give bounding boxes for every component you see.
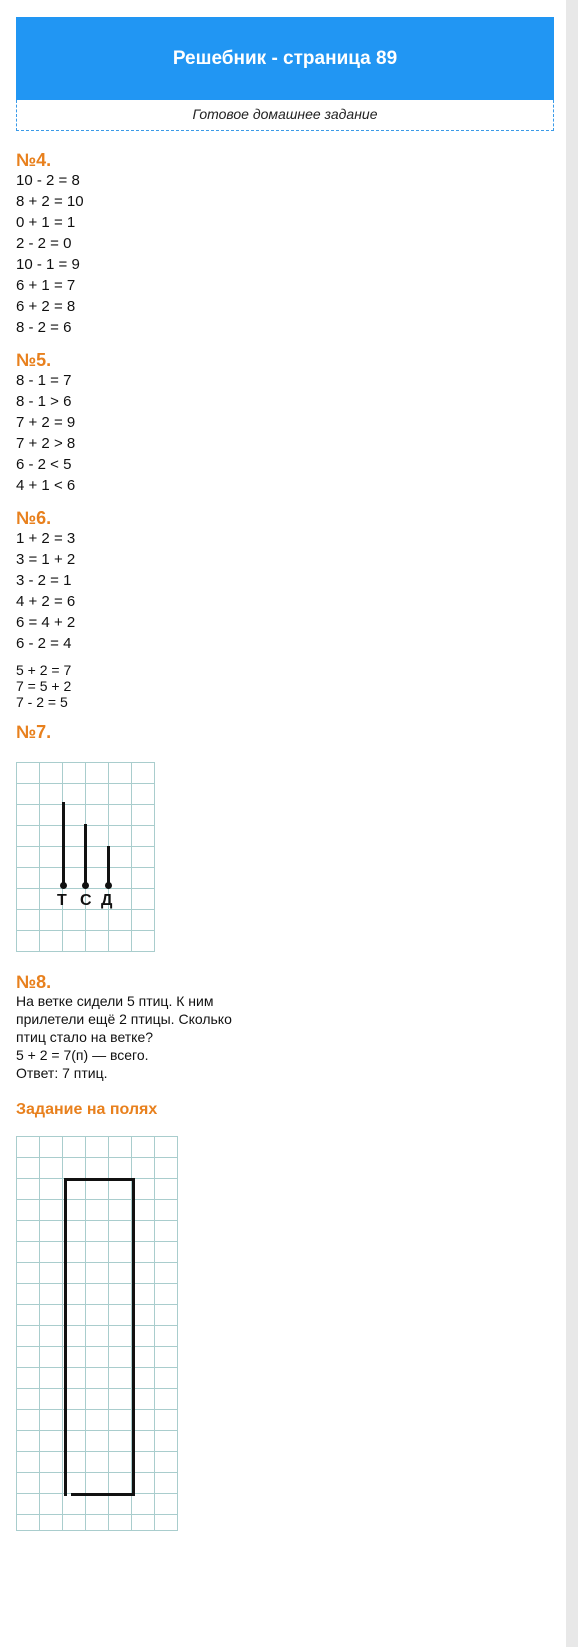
task-4-line: 0 + 1 = 1	[16, 214, 76, 231]
task-4-line: 10 - 2 = 8	[16, 172, 80, 189]
task-4-line: 2 - 2 = 0	[16, 235, 72, 252]
margin-task-grid	[16, 1136, 536, 1531]
task-4-title: №4.	[16, 150, 52, 170]
task-8	[16, 972, 536, 1082]
rectangle-top-side	[64, 1178, 134, 1181]
rectangle-right-side	[132, 1178, 135, 1496]
task-7-grid	[16, 762, 536, 952]
task-8-problem-line: птиц стало на ветке?	[16, 1029, 154, 1045]
task-4	[16, 150, 536, 338]
task-6-line: 3 = 1 + 2	[16, 551, 76, 568]
point-s	[82, 882, 89, 889]
task-5	[16, 350, 536, 496]
task-6-line: 3 - 2 = 1	[16, 572, 72, 589]
page-header	[16, 17, 554, 100]
task-8-answer: Ответ: 7 птиц.	[16, 1065, 108, 1081]
task-6	[16, 508, 536, 710]
task-8-problem-line: прилетели ещё 2 птицы. Сколько	[16, 1011, 232, 1027]
segment-t	[62, 802, 65, 886]
margin-task	[16, 1100, 536, 1531]
task-8-problem-line: На ветке сидели 5 птиц. К ним	[16, 993, 214, 1009]
task-6-title: №6.	[16, 508, 52, 528]
label-d: Д	[101, 892, 113, 909]
margin-task-title: Задание на полях	[16, 1101, 158, 1118]
task-4-line: 8 - 2 = 6	[16, 319, 72, 336]
task-4-line: 6 + 1 = 7	[16, 277, 76, 294]
point-d	[105, 882, 112, 889]
task-8-solution: 5 + 2 = 7(п) — всего.	[16, 1047, 149, 1063]
task-6-line: 6 - 2 = 4	[16, 635, 72, 652]
point-t	[60, 882, 67, 889]
scrollbar-track[interactable]	[566, 0, 578, 1647]
task-6-line: 6 = 4 + 2	[16, 614, 76, 631]
task-7-title: №7.	[16, 722, 52, 742]
task-6-line: 1 + 2 = 3	[16, 530, 76, 547]
page-title: Решебник - страница 89	[172, 48, 398, 69]
label-s: С	[80, 892, 92, 909]
task-7	[16, 722, 536, 952]
task-5-title: №5.	[16, 350, 52, 370]
task-5-line: 6 - 2 < 5	[16, 456, 72, 473]
page-subtitle: Готовое домашнее задание	[16, 100, 554, 131]
task-6-extra-line: 7 = 5 + 2	[16, 678, 72, 694]
task-5-line: 8 - 1 = 7	[16, 372, 72, 389]
task-5-line: 7 + 2 = 9	[16, 414, 76, 431]
label-t: Т	[57, 892, 67, 909]
task-6-extra-line: 5 + 2 = 7	[16, 662, 72, 678]
segment-s	[84, 824, 87, 886]
task-8-title: №8.	[16, 972, 52, 992]
solutions-content	[16, 150, 536, 1531]
task-6-extra-line: 7 - 2 = 5	[16, 694, 68, 710]
rectangle-left-side	[64, 1178, 67, 1496]
segment-d	[107, 846, 110, 886]
rectangle-bottom-side	[71, 1493, 133, 1496]
task-5-line: 8 - 1 > 6	[16, 393, 72, 410]
task-6-line: 4 + 2 = 6	[16, 593, 76, 610]
task-4-line: 8 + 2 = 10	[16, 193, 84, 210]
task-4-line: 10 - 1 = 9	[16, 256, 80, 273]
task-5-line: 4 + 1 < 6	[16, 477, 76, 494]
task-4-line: 6 + 2 = 8	[16, 298, 76, 315]
task-5-line: 7 + 2 > 8	[16, 435, 76, 452]
grid-paper	[16, 1136, 178, 1531]
